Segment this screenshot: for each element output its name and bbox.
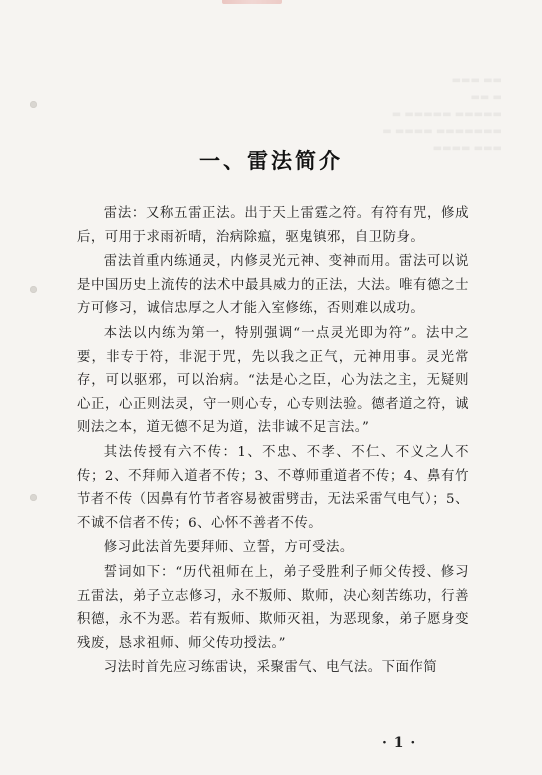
section-title: 一、雷法简介 [199,148,343,173]
paragraph-spiritual-light: 本法以内练为第一，特别强调“一点灵光即为符”。法中之要，非专于符，非泥于咒，先以我之正气，元神用事。灵光常存，可以驱邪，可以治病。“法是心之臣，心为法之主，无疑则心正，心正则法灵，守一则心专，心专则法验。德者道之符，诚则法之本，道无德不足为道，法非诚不足言法。” [77,325,469,436]
paragraph-definition: 雷法：又称五雷正法。出于天上雷霆之符。有符有咒，修成后，可用于求雨祈晴，治病除瘟，驱鬼镇邪，自卫防身。 [77,206,469,245]
paragraph-practice-start: 习法时首先应习练雷诀，采聚雷气、电气法。下面作简 [103,660,438,676]
red-stamp-fragment [222,0,282,4]
paragraph-six-prohibitions: 其法传授有六不传：1、不忠、不孝、不仁、不义之人不传；2、不拜师入道者不传；3、不尊师重道者不传；4、鼻有竹节者不传（因鼻有竹节者容易被雷劈击，无法采雷气电气）；5、不诚不信者不传；6、心怀不善者不传。 [77,444,469,531]
binding-hole-top [30,101,37,108]
page-number: · 1 · [382,735,417,751]
paragraph-oath-requirement: 修习此法首先要拜师、立誓，方可受法。 [103,540,354,556]
document-body [77,202,469,681]
paragraph-oath-text: 誓词如下：“历代祖师在上，弟子受胜利子师父传授、修习五雷法，弟子立志修习，永不叛师、欺师，决心刻苦练功，行善积德，永不为恶。若有叛师、欺师灭祖，为恶现象，弟子愿身变残废，恳求祖师、师父传功授法。” [77,564,469,651]
paragraph-inner-cultivation: 雷法首重内练通灵，内修灵光元神、变神而用。雷法可以说是中国历史上流传的法术中最具威力的正法，大法。唯有德之士方可修习，诚信忠厚之人才能入室修练，否则难以成功。 [77,254,469,317]
binding-hole-middle [30,286,37,293]
binding-hole-lower [30,494,37,501]
